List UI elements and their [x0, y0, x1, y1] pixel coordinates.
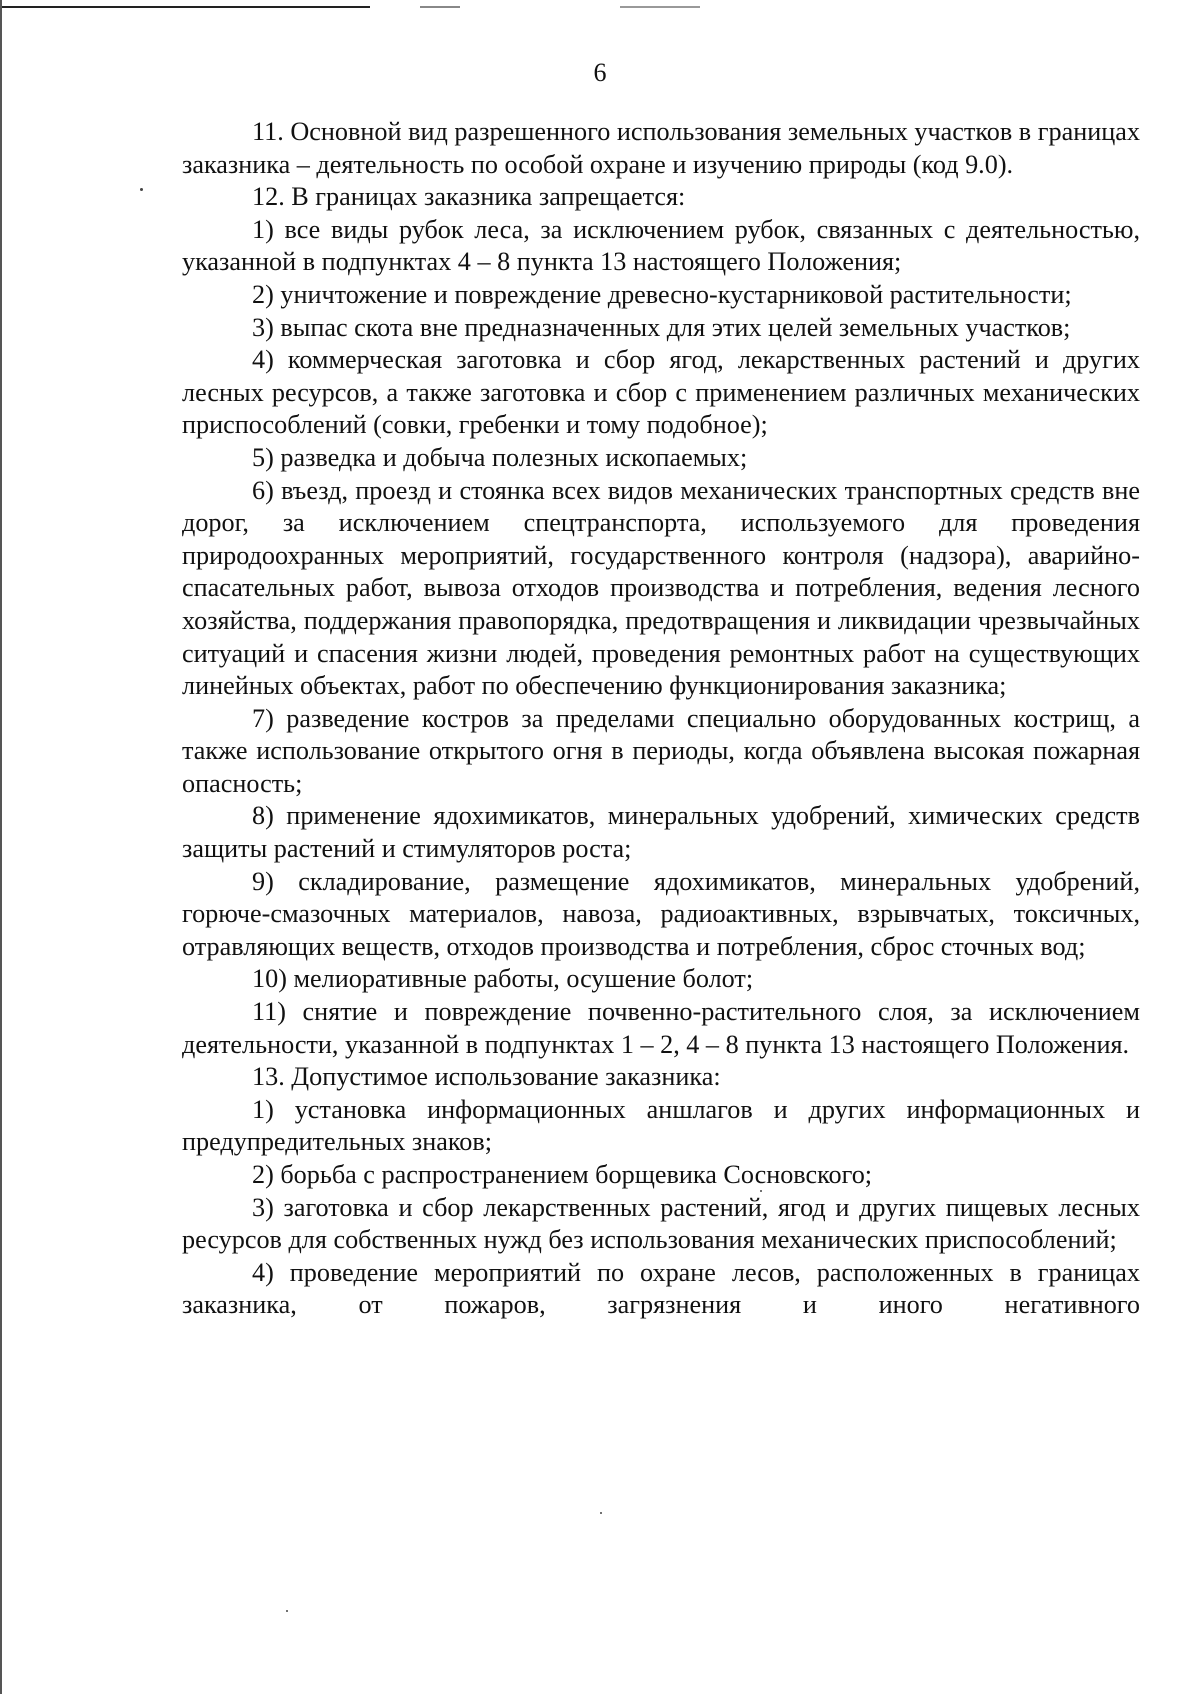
list-item-12-8: 8) применение ядохимикатов, минеральных удобрений, химических средств защиты растений и стимуляторов роста;: [182, 801, 1140, 864]
scan-edge-top: [0, 6, 1200, 8]
scan-speck: [600, 1512, 602, 1514]
document-body: [182, 116, 1140, 1322]
list-item-12-3: 3) выпас скота вне предназначенных для этих целей земельных участков;: [252, 312, 1071, 342]
list-item-12-4: 4) коммерческая заготовка и сбор ягод, лекарственных растений и других лесных ресурсов, а также заготовка и сбор с применением различных механических приспособлений (совки, гребенки и тому подобное);: [182, 345, 1140, 440]
scan-speck: [286, 1610, 288, 1612]
page-number: 6: [593, 58, 607, 87]
paragraph-13-heading: 13. Допустимое использование заказника:: [252, 1062, 721, 1092]
list-item-12-10: 10) мелиоративные работы, осушение болот;: [252, 964, 754, 994]
list-item-13-1: 1) установка информационных аншлагов и других информационных и предупредительных знаков;: [182, 1094, 1140, 1157]
list-item-12-11: 11) снятие и повреждение почвенно-растительного слоя, за исключением деятельности, указанной в подпунктах 1 – 2, 4 – 8 пункта 13 настоящего Положения.: [182, 997, 1140, 1059]
list-item-12-2: 2) уничтожение и повреждение древесно-кустарниковой растительности;: [252, 279, 1072, 309]
paragraph-12-heading: 12. В границах заказника запрещается:: [252, 182, 686, 212]
list-item-12-7: 7) разведение костров за пределами специально оборудованных кострищ, а также использование открытого огня в периоды, когда объявлена высокая пожарная опасность;: [182, 703, 1140, 798]
list-item-12-6: 6) въезд, проезд и стоянка всех видов механических транспортных средств вне дорог, за исключением спецтранспорта, используемого для проведения природоохранных мероприятий, государственного контроля (надзора), аварийно-спасательных работ, вывоза отходов производства и потребления, ведения лесного хозяйства, поддержания правопорядка, предотвращения и ликвидации чрезвычайных ситуаций и спасения жизни людей, проведения ремонтных работ на существующих линейных объектах, работ по обеспечению функционирования заказника;: [182, 475, 1140, 701]
list-item-13-2: 2) борьба с распространением борщевика Сосновского;: [252, 1160, 873, 1189]
list-item-12-5: 5) разведка и добыча полезных ископаемых;: [252, 442, 748, 472]
list-item-13-4: 4) проведение мероприятий по охране лесов, расположенных в границах заказника, от пожаров, загрязнения и иного негативного: [182, 1257, 1140, 1320]
scan-edge-left: [0, 0, 2, 1694]
list-item-12-9: 9) складирование, размещение ядохимикатов, минеральных удобрений, горюче-смазочных материалов, навоза, радиоактивных, взрывчатых, токсичных, отравляющих веществ, отходов производства и потребления, сброс сточных вод;: [182, 866, 1140, 961]
scan-speck: [140, 188, 143, 191]
list-item-12-1: 1) все виды рубок леса, за исключением рубок, связанных с деятельностью, указанной в подпунктах 4 – 8 пункта 13 настоящего Положения;: [182, 214, 1140, 277]
scan-speck: [760, 1190, 762, 1192]
paragraph-11-land-use: 11. Основной вид разрешенного использования земельных участков в границах заказника – деятельность по особой охране и изучению природы (код 9.0).: [182, 117, 1140, 179]
list-item-13-3: 3) заготовка и сбор лекарственных растений, ягод и других пищевых лесных ресурсов для собственных нужд без использования механических приспособлений;: [182, 1192, 1140, 1255]
